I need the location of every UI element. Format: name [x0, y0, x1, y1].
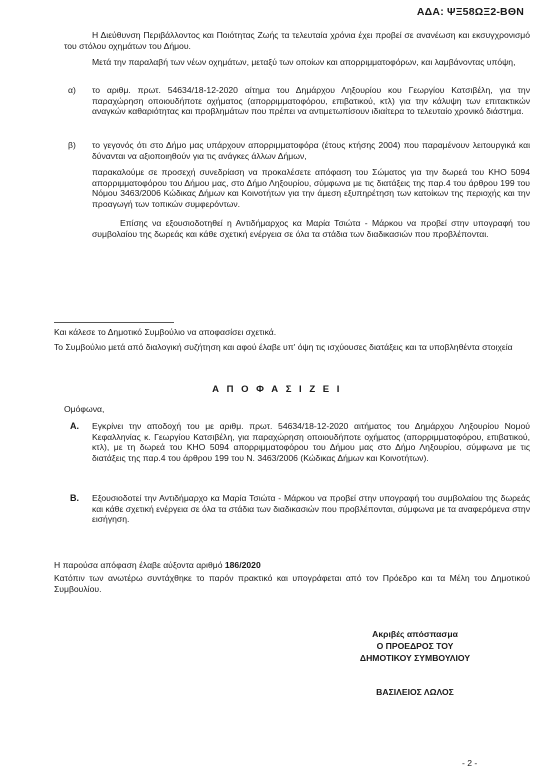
decision-a-label: Α. — [70, 421, 79, 431]
signature-line-1: Ακριβές απόσπασμα — [372, 629, 458, 639]
item-b-label: β) — [68, 140, 76, 150]
intro-paragraph-1: Η Διεύθυνση Περιβάλλοντος και Ποιότητας Ζωής τα τελευταία χρόνια έχει προβεί σε ανανέωση και εκσυγχρονισμό του στόλου οχημάτων του Δήμου. — [64, 30, 530, 51]
item-b-text: το γεγονός ότι στο Δήμο μας υπάρχουν απορριμματοφόρα (έτους κτήσης 2004) που παραμένουν λειτουργικά και δύνανται να αξιοποιηθούν για τις ανάγκες άλλων Δήμων, — [92, 140, 530, 161]
intro-paragraph-2: Μετά την παραλαβή των νέων οχημάτων, μεταξύ των οποίων και απορριμματοφόρων, και λαμβάνοντας υπόψη, — [92, 57, 516, 67]
decision-number — [54, 560, 530, 571]
signatory-name: ΒΑΣΙΛΕΙΟΣ ΛΩΛΟΣ — [376, 687, 454, 697]
separator-line — [54, 322, 174, 323]
decision-heading: Α Π Ο Φ Α Σ Ι Ζ Ε Ι — [212, 384, 342, 395]
signature-line-2: Ο ΠΡΟΕΔΡΟΣ ΤΟΥ — [376, 641, 454, 651]
request-paragraph: παρακαλούμε σε προσεχή συνεδρίαση να προκαλέσετε απόφαση του Σώματος για την δωρεά του ΚΗΟ 5094 απορριμματοφόρου του Δήμου μας, στο Δήμο Ληξουρίου, σύμφωνα με τις διατάξεις της παρ.4 του άρθρου 199 του Νόμου 3463/2006 Κώδικας Δήμων και Κοινοτήτων για την άμεση εξυπηρέτηση των κατοίκων της περιοχής και την προαγωγή των τοπικών συμφερόντων. — [92, 167, 530, 209]
ada-code: ΑΔΑ: ΨΞ58ΩΞ2-ΒΘΝ — [416, 6, 524, 18]
decision-number-value: 186/2020 — [224, 560, 261, 570]
council-paragraph-1: Και κάλεσε το Δημοτικό Συμβούλιο να αποφασίσει σχετικά. — [54, 327, 277, 337]
signature-line-3: ΔΗΜΟΤΙΚΟΥ ΣΥΜΒΟΥΛΙΟΥ — [359, 653, 471, 663]
page-number: - 2 - — [462, 758, 478, 768]
decision-b-text: Εξουσιοδοτεί την Αντιδήμαρχο κα Μαρία Τσιώτα - Μάρκου να προβεί στην υπογραφή του συμβολαίου της δωρεάς και κάθε σχετική ενέργεια σε όλα τα στάδια των διαδικασιών που προβλέπονται, σύμφωνα με τα αναφερόμενα στην εισήγηση. — [92, 493, 530, 525]
item-a-text: το αριθμ. πρωτ. 54634/18-12-2020 αίτημα του Δημάρχου Ληξουρίου κου Γεωργίου Κατσιβέλη, για την παραχώρηση οποιουδήποτε οχήματος (απορριμματοφόρου, επιβατικού, κτλ) για την κάλυψη των επιτακτικών αναγκών καθαριότητας και προβλημάτων που πρέπει να αντιμετωπίσουν ιδιαίτερα το τελευταίο χρονικό διάστημα. — [92, 85, 530, 117]
closing-paragraph: Κατόπιν των ανωτέρω συντάχθηκε το παρόν πρακτικό και υπογράφεται από τον Πρόεδρο και τα Μέλη του Δημοτικού Συμβουλίου. — [54, 573, 530, 594]
council-paragraph-2: Το Συμβούλιο μετά από διαλογική συζήτηση και αφού έλαβε υπ' όψη τις ισχύουσες διατάξεις και τα υποβληθέντα στοιχεία — [54, 342, 513, 352]
unanimous-label: Ομόφωνα, — [64, 404, 105, 414]
authorization-paragraph: Επίσης να εξουσιοδοτηθεί η Αντιδήμαρχος κα Μαρία Τσιώτα - Μάρκου να προβεί στην υπογραφή του συμβολαίου της δωρεάς και κάθε σχετική ενέργεια σε όλα τα στάδια των διαδικασιών που προβλέπονται. — [92, 218, 530, 239]
item-a-label: α) — [68, 85, 76, 95]
decision-a-text: Εγκρίνει την αποδοχή του με αριθμ. πρωτ. 54634/18-12-2020 αιτήματος του Δημάρχου Ληξουρίου Νομού Κεφαλληνίας κ. Γεωργίου Κατσιβέλη, για παραχώρηση οποιουδήποτε οχήματος (απορριμματοφόρου, επιβατικού, κτλ), με τη δωρεά του ΚΗΟ 5094 απορριμματοφόρου του Δήμου μας στο Δήμο Ληξουρίου, σύμφωνα με τις διατάξεις της παρ.4 του άρθρου 199 του Ν. 3463/2006 (Κώδικας Δήμων και Κοινοτήτων). — [92, 421, 530, 463]
decision-number-prefix: Η παρούσα απόφαση έλαβε αύξοντα αριθμό — [54, 560, 225, 570]
decision-b-label: Β. — [70, 493, 79, 503]
signature-block — [330, 628, 500, 664]
